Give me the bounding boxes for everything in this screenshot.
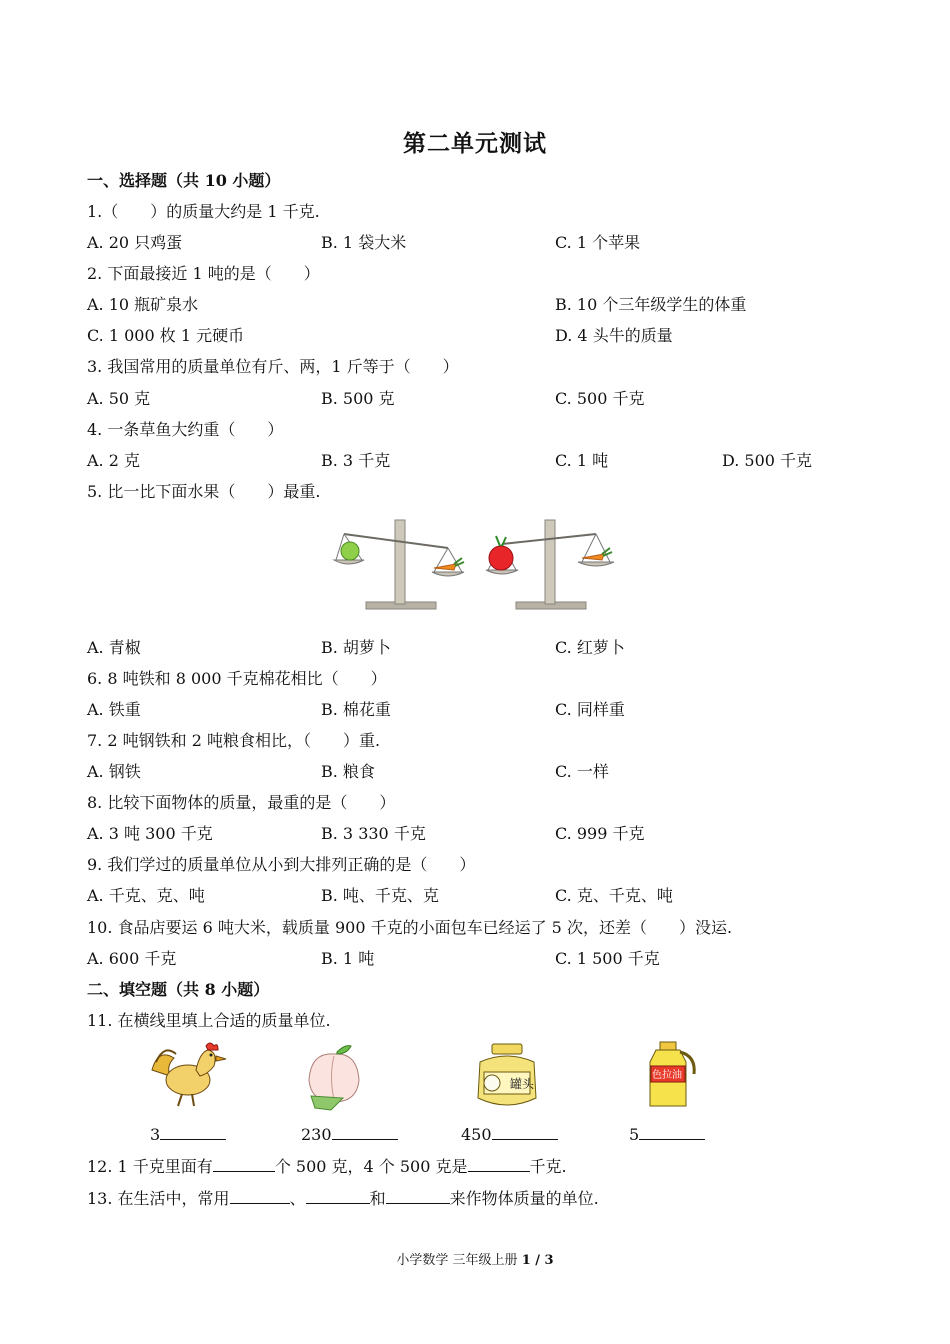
balance-scale-left (334, 520, 464, 609)
q3-option-c: C. 500 千克 (555, 389, 645, 408)
q10-option-c: C. 1 500 千克 (555, 949, 660, 968)
leaf-icon (311, 1096, 343, 1110)
salad-oil-bottle-image (640, 1040, 706, 1112)
q8-option-c: C. 999 千克 (555, 824, 645, 843)
peach-image (303, 1042, 365, 1112)
jar-label: 罐头 (510, 1077, 535, 1091)
red-radish-icon (489, 546, 513, 570)
q11-value-jar: 450 (461, 1125, 492, 1144)
rooster-image (148, 1040, 230, 1110)
answer-blank[interactable] (230, 1189, 290, 1204)
q2-option-a: A. 10 瓶矿泉水 (87, 295, 199, 314)
q11-value-rooster: 3 (150, 1125, 161, 1144)
question-2: 2. 下面最接近 1 吨的是（ ） (87, 264, 320, 283)
q6-option-b: B. 棉花重 (321, 700, 391, 719)
q4-option-b: B. 3 千克 (321, 451, 391, 470)
answer-blank[interactable] (386, 1189, 450, 1204)
page-title: 第二单元测试 (403, 130, 547, 157)
question-7: 7. 2 吨钢铁和 2 吨粮食相比，（ ）重. (87, 731, 381, 750)
page-number: 1 / 3 (521, 1253, 554, 1268)
bottle-label: 色拉油 (652, 1070, 682, 1081)
q1-option-c: C. 1 个苹果 (555, 233, 641, 252)
q10-option-b: B. 1 吨 (321, 949, 375, 968)
q6-option-a: A. 铁重 (87, 700, 141, 719)
q9-option-c: C. 克、千克、吨 (555, 886, 673, 905)
answer-blank[interactable] (160, 1125, 226, 1140)
q13-text-1: 13. 在生活中，常用 (87, 1189, 230, 1208)
q3-option-a: A. 50 克 (87, 389, 151, 408)
q12-text-1: 12. 1 千克里面有 (87, 1157, 213, 1176)
q7-option-c: C. 一样 (555, 762, 609, 781)
q7-option-b: B. 粮食 (321, 762, 375, 781)
q13-text-2: 、 (289, 1189, 306, 1208)
green-pepper-icon (341, 542, 359, 560)
question-12 (87, 1157, 567, 1177)
question-5: 5. 比一比下面水果（ ）最重. (87, 482, 321, 501)
question-3: 3. 我国常用的质量单位有斤、两，1 斤等于（ ） (87, 357, 459, 376)
section-heading-fill: 二、填空题（共 8 小题） (87, 980, 270, 999)
q8-option-b: B. 3 330 千克 (321, 824, 426, 843)
q8-option-a: A. 3 吨 300 千克 (87, 824, 213, 843)
question-10: 10. 食品店要运 6 吨大米，载质量 900 千克的小面包车已经运了 5 次，还差（ ）没运. (87, 918, 733, 937)
answer-blank[interactable] (468, 1157, 530, 1172)
q9-option-b: B. 吨、千克、克 (321, 886, 439, 905)
q4-option-c: C. 1 吨 (555, 451, 609, 470)
q9-option-a: A. 千克、克、吨 (87, 886, 205, 905)
q13-text-4: 来作物体质量的单位. (449, 1189, 599, 1208)
q5-option-c: C. 红萝卜 (555, 638, 625, 657)
q11-blank-rooster (150, 1125, 226, 1145)
q1-option-b: B. 1 袋大米 (321, 233, 407, 252)
question-1: 1.（ ）的质量大约是 1 千克. (87, 202, 320, 221)
answer-blank[interactable] (306, 1189, 370, 1204)
answer-blank[interactable] (639, 1125, 705, 1140)
q7-option-a: A. 钢铁 (87, 762, 141, 781)
q4-option-a: A. 2 克 (87, 451, 140, 470)
egg-icon (484, 1075, 500, 1091)
canned-food-jar-image (470, 1042, 544, 1114)
q12-text-3: 千克. (529, 1157, 567, 1176)
section-heading-choice: 一、选择题（共 10 小题） (87, 171, 281, 190)
question-4: 4. 一条草鱼大约重（ ） (87, 420, 284, 439)
q11-blank-bottle (629, 1125, 705, 1145)
q2-option-b: B. 10 个三年级学生的体重 (555, 295, 747, 314)
q3-option-b: B. 500 克 (321, 389, 395, 408)
q10-option-a: A. 600 千克 (87, 949, 177, 968)
question-11: 11. 在横线里填上合适的质量单位. (87, 1011, 331, 1030)
q1-option-a: A. 20 只鸡蛋 (87, 233, 183, 252)
q5-option-a: A. 青椒 (87, 638, 141, 657)
q4-option-d: D. 500 千克 (722, 451, 813, 470)
answer-blank[interactable] (492, 1125, 558, 1140)
carrot-icon (434, 564, 456, 570)
q11-value-bottle: 5 (629, 1125, 640, 1144)
balance-scale-right (486, 520, 614, 609)
q2-option-d: D. 4 头牛的质量 (555, 326, 673, 345)
footer-text: 小学数学 三年级上册 (396, 1253, 522, 1268)
q11-blank-peach (301, 1125, 398, 1145)
question-6: 6. 8 吨铁和 8 000 千克棉花相比（ ） (87, 669, 387, 688)
q11-value-peach: 230 (301, 1125, 332, 1144)
question-8: 8. 比较下面物体的质量，最重的是（ ） (87, 793, 396, 812)
question-9: 9. 我们学过的质量单位从小到大排列正确的是（ ） (87, 855, 476, 874)
question-13 (87, 1189, 599, 1209)
q11-blank-jar (461, 1125, 558, 1145)
q12-text-2: 个 500 克，4 个 500 克是 (274, 1157, 468, 1176)
balance-scales-figure (330, 512, 625, 617)
q6-option-c: C. 同样重 (555, 700, 625, 719)
q2-option-c: C. 1 000 枚 1 元硬币 (87, 326, 245, 345)
answer-blank[interactable] (213, 1157, 275, 1172)
q5-option-b: B. 胡萝卜 (321, 638, 391, 657)
q13-text-3: 和 (369, 1189, 386, 1208)
page-footer (0, 1249, 950, 1268)
answer-blank[interactable] (332, 1125, 398, 1140)
